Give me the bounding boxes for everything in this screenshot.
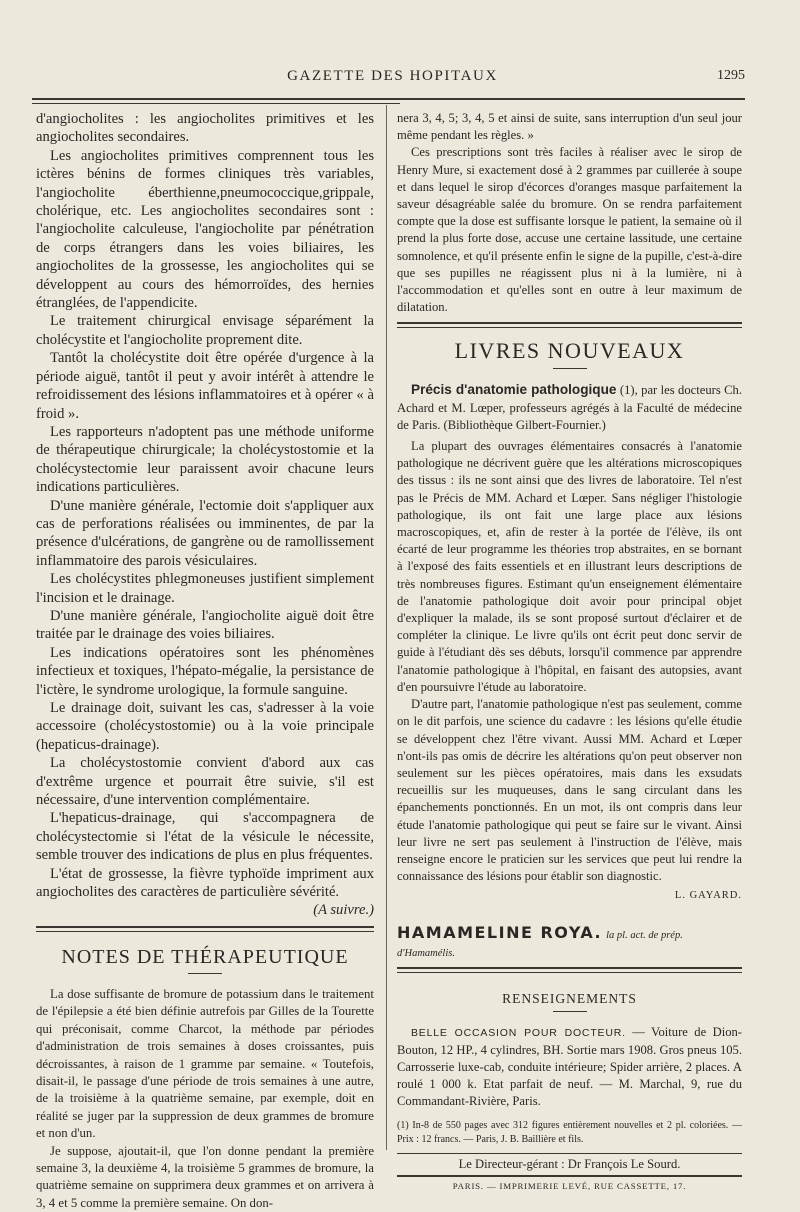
short-rule (188, 973, 222, 974)
paragraph: Les angiocholites primitives comprennent tous les ictères bénins de formes cliniques très variables, l'angiocholite éberthienne,pneumococcique,grippale, cholérique, etc. Les angiocholites secondaires sont : l'angiocholite calculeuse, l'angiocholite par pénétration de corps étrangers dans les voies biliaires, les angiocholites de la grossesse, les angiocholites qui se développent au cours des hémorroïdes, des hernies étranglées, de l'appendicite. (36, 147, 374, 312)
livres-heading: LIVRES NOUVEAUX (454, 338, 685, 364)
paragraph: Le drainage doit, suivant les cas, s'adresser à la voie accessoire (cholécystostomie) ou à la voie principale (hepaticus-drainage). (36, 700, 374, 753)
paragraph: La dose suffisante de bromure de potassium dans le traitement de l'épilepsie a été bien définie autrefois par Gilles de la Tourette qui préconisait, comme Charcot, la méthode par périodes d'administration de trois semaines à doses croissantes, puis décroissantes, à raison de 1 gramme par semaine. « Toutefois, disait-il, le passage d'une période de trois semaines à une autre, de la troisième à la quatrième semaine, par exemple, doit en réalité se juger par la suppression de deux grammes de bromure et non d'un. (36, 986, 374, 1141)
journal-title: GAZETTE DES HOPITAUX (287, 68, 498, 84)
book-authors: Achard et M. Lœper, professeurs agrégés à la Faculté de médecine de Paris. (Bibliothèque Gilbert-Fournier.) (397, 400, 742, 432)
to-be-continued: (A suivre.) (313, 902, 374, 919)
section-rule (397, 967, 742, 973)
paragraph: Tantôt la cholécystite doit être opérée d'urgence à la période aiguë, tantôt il peut y avoir intérêt à attendre le refroidissement des lésions inflammatoires et à opérer « à froid ». (36, 350, 374, 422)
hamameline-desc: la pl. act. de prép. d'Hamamélis. (397, 929, 683, 959)
short-rule (553, 368, 587, 369)
paragraph: Le traitement chirurgical envisage séparément la cholécystite et l'angiocholite proprement dite. (36, 313, 374, 348)
hamameline-name: HAMAMELINE ROYA. (397, 922, 603, 942)
right-column (397, 110, 742, 1191)
paragraph: D'une manière générale, l'angiocholite aiguë doit être traitée par le drainage des voies biliaires. (36, 607, 374, 643)
paragraph: Les rapporteurs n'adoptent pas une méthode uniforme de thérapeutique chirurgicale; la cholécystostomie et la cholécystectomie leur paraissent avoir chacune leurs indications particulières. (36, 423, 374, 496)
hamameline-ad (397, 923, 742, 961)
gerant-line: Le Directeur-gérant : Dr François Le Sourd. (397, 1153, 742, 1177)
section-rule (36, 926, 374, 932)
paragraph: L'hepaticus-drainage, qui s'accompagnera de cholécystectomie si l'état de la vésicule le nécessite, semble trouver des indications de plus en plus fréquentes. (36, 810, 374, 864)
article-angiocholites (36, 110, 374, 920)
short-rule (553, 1011, 587, 1012)
article-notes (36, 986, 374, 1212)
paragraph: Les indications opératoires sont les phénomènes infectieux et toxiques, l'hépato-mégalie, la persistance de l'ictère, le syndrome urologique, la formule sanguine. (36, 644, 374, 698)
book-review (397, 381, 742, 904)
book-ref: (1), par les docteurs Ch. (619, 383, 742, 398)
paragraph: La plupart des ouvrages élémentaires consacrés à l'anatomie pathologique ne décrivent guère que les altérations microscopiques des tissus : ils ne sont ainsi que des livres de laboratoire. Tel n'est pas le Précis de MM. Achard et Lœper. Sans négliger l'histologie pathologique, ils ont fait une large place aux lésions macroscopiques, et, afin de rester à la portée de l'élève, ils ont écarté de leur programme les théories trop abstraites, en se bornant à l'exposé des faits essentiels et en illustrant leurs descriptions de très nombreuses figures. Estimant qu'un enseignement élémentaire de l'anatomie pathologique doit avoir pour principal objet d'expliquer la malade, ils se sont proposé surtout d'éclairer et de compléter la clinique. Le livre qu'ils ont écrit peut donc servir de guide à l'étudiant dès ses débuts, lorsqu'il commence par apprendre l'anatomie pathologique à l'hôpital, en faisant des autopsies, avant d'en poursuivre l'étude au laboratoire. (397, 439, 742, 694)
paragraph: La cholécystostomie convient d'abord aux cas d'extrême urgence et pourrait être suivie, s'il est nécessaire, d'une intervention complémentaire. (36, 755, 374, 809)
paragraph: L'état de grossesse, la fièvre typhoïde impriment aux angiocholites des caractères de particulière sévérité. (36, 865, 374, 901)
paragraph: D'une manière générale, l'ectomie doit s'appliquer aux cas de perforations réalisées ou imminentes, de par la présence d'ulcérations, de gangrène ou de ramollissement inflammatoire des parois vésiculaires. (36, 497, 374, 569)
book-title: Précis d'anatomie pathologique (411, 382, 617, 398)
paragraph: Ces prescriptions sont très faciles à réaliser avec le sirop de Henry Mure, si exactement dosé à 2 grammes par cuillerée à soupe et dans lequel le sirop d'écorces d'oranges masque parfaitement la saveur désagréable salée du bromure. On se rendra parfaitement compte que la dose est suffisante lorsque le patient, la semaine où il prend la plus forte dose, accuse une certaine lassitude, une certaine somnolence, et qu'il présente enfin le signe de la pupille, c'est-à-dire que ses pupilles ne réagissent plus ni à la lumière, ni à l'accommodation et qu'elles sont en outre à leur maximum de dilatation. (397, 145, 742, 315)
paragraph: nera 3, 4, 5; 3, 4, 5 et ainsi de suite, sans interruption d'un seul jour même pendant les règles. » (397, 111, 742, 143)
header-rule (32, 98, 745, 100)
header-rule-thin (32, 103, 400, 104)
notes-heading: NOTES DE THÉRAPEUTIQUE (61, 945, 349, 968)
renseignements-heading: RENSEIGNEMENTS (502, 990, 637, 1006)
paragraph: d'angiocholites : les angiocholites primitives et les angiocholites secondaires. (36, 111, 374, 146)
signature: L. GAYARD. (674, 890, 742, 902)
classified-ad (397, 1024, 742, 1111)
footnote: (1) In-8 de 550 pages avec 312 figures entièrement nouvelles et 2 pl. coloriées. — Prix : 12 francs. — Paris, J. B. Baillière et fils. (397, 1119, 742, 1145)
book-entry (397, 381, 742, 434)
paragraph: Les cholécystites phlegmoneuses justifient simplement l'incision et le drainage. (36, 571, 374, 606)
article-notes-continued (397, 110, 742, 316)
ad-label: BELLE OCCASION POUR DOCTEUR. (411, 1026, 626, 1039)
page-number: 1295 (717, 68, 745, 83)
printer-line: PARIS. — IMPRIMERIE LEVÉ, RUE CASSETTE, 17. (452, 1180, 687, 1191)
page-header (40, 68, 745, 92)
left-column (36, 110, 374, 1212)
section-rule (397, 322, 742, 328)
ad-text: — Voiture de Dion-Bouton, 12 HP., 4 cylindres, BH. Sortie mars 1908. Gros pneus 105. Carrosserie luxe-cab, conduite intérieure; Spider arrière, 2 places. A roulé 1 000 k. Etat parfait de neuf. — M. Marchal, 9, rue du Commandant-Rivière, Paris. (397, 1024, 742, 1109)
column-divider (386, 105, 387, 1150)
paragraph: D'autre part, l'anatomie pathologique n'est pas seulement, comme on le dit parfois, une science du cadavre : les lésions qu'elle étudie se développent chez l'être vivant. Aussi MM. Achard et Lœper n'ont-ils pas omis de décrire les altérations qu'on peut observer non seulement sur les pièces opératoires, mais dans les exsudats recueillis sur les muqueuses, dans le sang circulant dans les épanchements ponctionnés. En un mot, ils ont compris dans leur étude l'anatomie pathologique qui peut se faire sur le vivant. Ainsi leur livre ne sert pas seulement à l'instruction de l'élève, mais renseigne encore le praticien sur les services que peut lui rendre la connaissance des lésions pour établir son diagnostic. (397, 697, 742, 884)
paragraph: Je suppose, ajoutait-il, que l'on donne pendant la première semaine 3, la deuxième 4, la troisième 5 grammes de bromure, la quatrième semaine on supprimera deux grammes et on arrivera à 3, 4 et 5 comme la première semaine. On don- (36, 1143, 374, 1210)
